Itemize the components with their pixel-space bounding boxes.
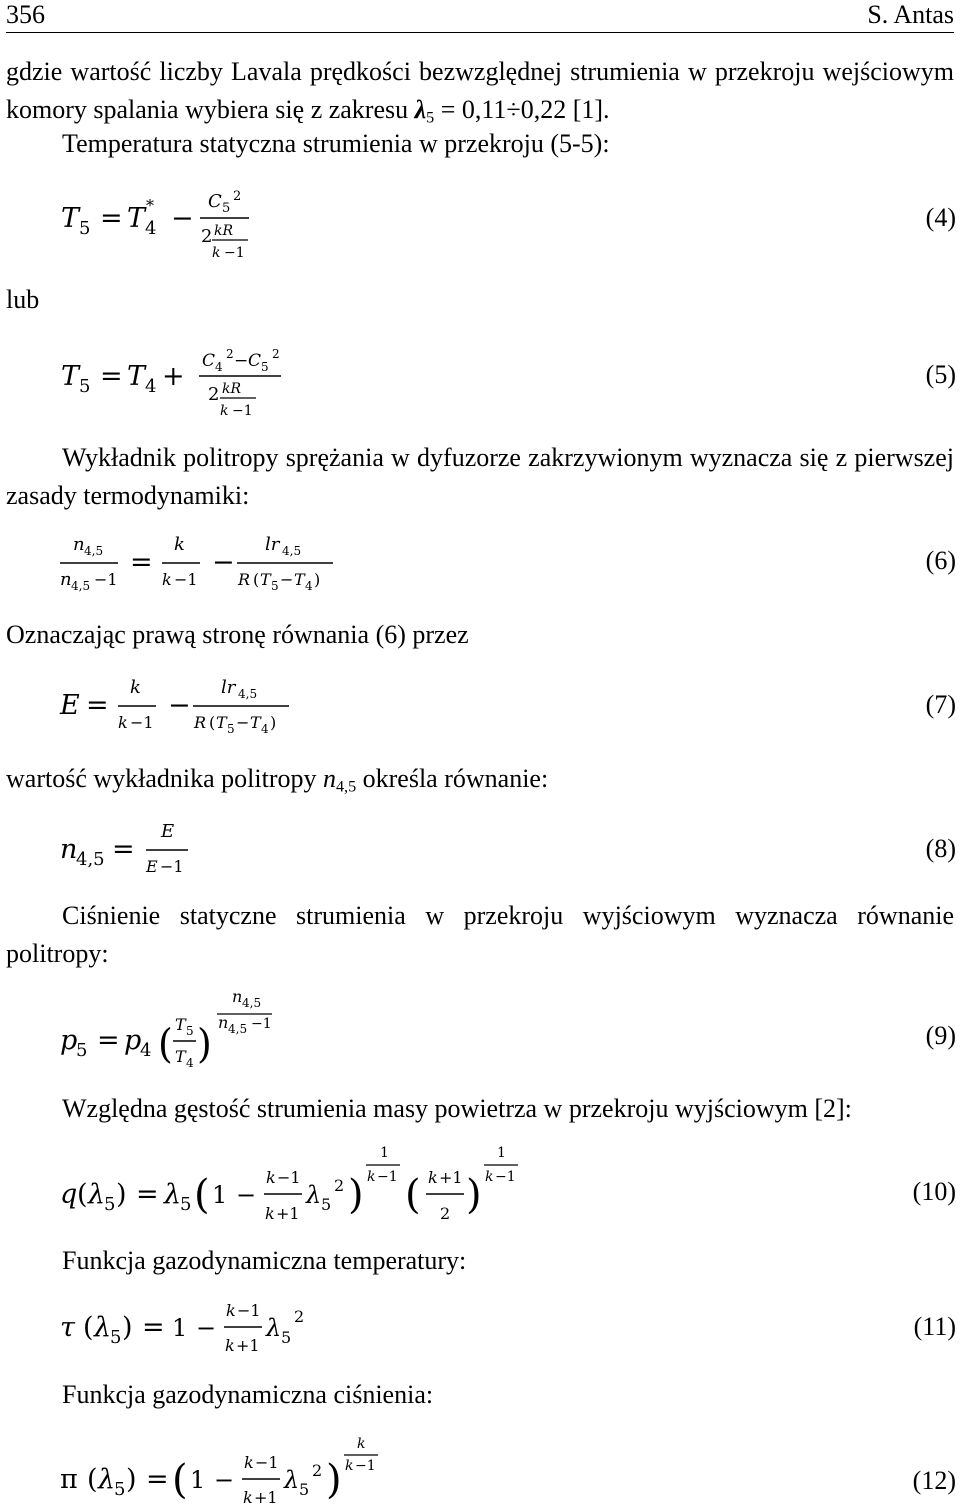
equation-5 (52, 340, 956, 430)
svg-text:4: 4 (186, 1056, 194, 1070)
svg-text:5: 5 (281, 1328, 292, 1347)
svg-text:5: 5 (79, 376, 91, 397)
word-lub: lub (6, 285, 40, 314)
svg-text:k: k (226, 1301, 236, 1320)
equation-5-formula (52, 340, 352, 430)
svg-text:k: k (367, 1169, 376, 1185)
svg-text:−: − (171, 203, 194, 234)
svg-text:lr: lr (265, 534, 280, 555)
svg-text:5: 5 (222, 201, 231, 216)
svg-text:+1: +1 (254, 1488, 278, 1506)
running-head: S. Antas (867, 0, 954, 29)
svg-text:π: π (60, 1464, 78, 1495)
svg-text:4,5: 4,5 (242, 996, 262, 1010)
svg-text:4: 4 (145, 218, 157, 239)
equation-number: (10) (912, 1177, 956, 1206)
equation-9-formula (60, 983, 320, 1083)
svg-text:2: 2 (334, 1176, 345, 1195)
svg-text:n: n (60, 834, 78, 865)
svg-text:λ: λ (266, 1314, 282, 1342)
svg-text:=: = (112, 834, 135, 865)
svg-text:−1: −1 (355, 1458, 376, 1474)
svg-text:=: = (97, 1025, 120, 1056)
svg-text:λ: λ (94, 1312, 112, 1343)
svg-text:5: 5 (180, 1194, 192, 1215)
svg-text:k: k (243, 1488, 253, 1506)
svg-text:): ) (122, 1312, 133, 1343)
svg-text:k: k (244, 1453, 254, 1472)
svg-text:C: C (248, 351, 262, 371)
svg-text:C: C (208, 191, 222, 212)
svg-text:T: T (250, 713, 261, 732)
svg-text:=: = (100, 361, 123, 392)
svg-text:T: T (127, 203, 146, 234)
svg-text:1: 1 (190, 1466, 206, 1494)
svg-text:5: 5 (110, 1327, 122, 1348)
svg-text:k: k (225, 1336, 235, 1355)
equation-12 (60, 1426, 956, 1506)
svg-text:): ) (466, 1172, 482, 1218)
svg-text:+1: +1 (236, 1336, 260, 1355)
equation-number: (4) (925, 203, 956, 232)
paragraph-temperature-function: Funkcja gazodynamiczna temperatury: (62, 1246, 467, 1275)
svg-text:5: 5 (261, 360, 269, 374)
svg-text:5: 5 (271, 579, 279, 593)
svg-text:λ: λ (98, 1464, 116, 1495)
svg-text:k: k (357, 1436, 366, 1452)
svg-text:n: n (60, 569, 72, 590)
svg-text:T: T (175, 1015, 186, 1034)
svg-text:=: = (100, 203, 123, 234)
equation-4-formula (52, 178, 312, 268)
svg-text:+: + (162, 361, 185, 392)
svg-text:k: k (174, 534, 185, 555)
svg-text:5: 5 (299, 1480, 310, 1499)
svg-text:−: − (212, 547, 235, 578)
svg-text:−1: −1 (130, 713, 154, 732)
svg-text:2: 2 (272, 347, 280, 361)
svg-text:+1: +1 (276, 1204, 300, 1223)
paragraph-right-side: Oznaczając prawą stronę równania (6) przez (6, 620, 469, 649)
svg-text:T: T (294, 570, 305, 589)
svg-text:−1: −1 (174, 570, 198, 589)
svg-text:T: T (260, 570, 271, 589)
svg-text:−: − (236, 713, 250, 732)
svg-text:): ) (116, 1179, 127, 1210)
svg-text:(: ( (158, 1021, 173, 1068)
svg-text:(: ( (172, 1457, 188, 1503)
paragraph-mass-flow-density: Względna gęstość strumienia masy powietrza w przekroju wyjściowym [2]: (62, 1094, 852, 1123)
svg-text:4: 4 (261, 722, 269, 736)
svg-text:kR: kR (222, 381, 242, 397)
page-header (6, 0, 954, 30)
svg-text:1: 1 (212, 1181, 228, 1209)
equation-7 (60, 674, 956, 744)
page-number: 356 (6, 0, 45, 29)
svg-text:T: T (61, 361, 80, 392)
svg-text:−1: −1 (237, 1301, 261, 1320)
lambda-symbol: λ (414, 95, 427, 124)
svg-text:4,5: 4,5 (76, 849, 105, 870)
svg-text:R: R (238, 570, 251, 589)
svg-text:4: 4 (145, 376, 157, 397)
equation-11 (60, 1294, 956, 1364)
svg-text:(: ( (253, 570, 260, 589)
svg-text:−1: −1 (224, 245, 245, 261)
svg-text:p: p (60, 1025, 78, 1056)
svg-text:lr: lr (221, 677, 236, 698)
svg-text:−: − (214, 1466, 235, 1494)
equation-number: (11) (913, 1312, 956, 1341)
paragraph-pressure-function: Funkcja gazodynamiczna ciśnienia: (62, 1380, 434, 1409)
svg-text:4,5: 4,5 (84, 544, 104, 558)
svg-text:(: ( (405, 1172, 421, 1218)
equation-number: (7) (925, 690, 956, 719)
equation-6 (60, 530, 956, 600)
equation-7-formula (60, 674, 320, 744)
svg-text:−1: −1 (255, 1453, 279, 1472)
svg-text:4,5: 4,5 (238, 687, 258, 701)
svg-text:n: n (73, 534, 85, 555)
svg-text:=: = (146, 1464, 169, 1495)
svg-text:−: − (168, 690, 191, 721)
svg-text:λ: λ (284, 1466, 300, 1494)
equation-8-formula (60, 818, 260, 888)
equation-8 (60, 818, 956, 888)
paragraph-polytropic-exponent: Wykładnik politropy sprężania w dyfuzorze zakrzywionym wyznacza się z pierwszej zasady termodynamiki: (6, 443, 954, 510)
svg-text:5: 5 (79, 218, 91, 239)
svg-text:T: T (216, 713, 227, 732)
svg-text:4: 4 (305, 579, 313, 593)
svg-text:T: T (127, 361, 146, 392)
svg-text:(: ( (209, 713, 216, 732)
equation-number: (8) (925, 834, 956, 863)
svg-text:2: 2 (440, 1204, 451, 1223)
svg-text:k: k (220, 403, 229, 419)
paragraph-static-pressure: Ciśnienie statyczne strumienia w przekroju wyjściowym wyznacza równanie politropy: (6, 901, 954, 968)
equation-11-formula (60, 1294, 340, 1364)
paragraph-temperature: Temperatura statyczna strumienia w przekroju (5-5): (62, 129, 610, 158)
svg-text:−: − (234, 351, 249, 371)
svg-text:4: 4 (140, 1040, 152, 1061)
svg-text:E: E (146, 857, 158, 876)
header-rule (6, 32, 954, 33)
svg-text:p: p (124, 1025, 142, 1056)
svg-text:5: 5 (114, 1479, 126, 1500)
svg-text:*: * (146, 196, 154, 215)
equation-number: (5) (925, 360, 956, 389)
svg-text:2: 2 (233, 189, 242, 204)
svg-text:λ: λ (88, 1179, 106, 1210)
svg-text:4: 4 (215, 360, 223, 374)
svg-text:−: − (196, 1314, 217, 1342)
svg-text:k: k (265, 1204, 275, 1223)
equation-9 (60, 983, 956, 1083)
svg-text:λ: λ (164, 1179, 182, 1210)
svg-text:5: 5 (321, 1195, 332, 1214)
svg-text:(: ( (83, 1312, 94, 1343)
svg-text:−1: −1 (377, 1169, 398, 1185)
svg-text:kR: kR (214, 223, 234, 239)
svg-text:(: ( (77, 1179, 88, 1210)
equation-12-formula (60, 1426, 400, 1506)
svg-text:k: k (212, 245, 221, 261)
svg-text:+1: +1 (439, 1168, 463, 1187)
equation-number: (6) (925, 546, 956, 575)
svg-text:=: = (142, 1312, 165, 1343)
svg-text:=: = (136, 1179, 159, 1210)
paragraph-lavala: gdzie wartość liczby Lavala prędkości bezwzględnej strumienia w przekroju wejściowym komory spalania wybiera się z zakresu $\lambda_5 = 0,11\div 0,22$ [1]. (6, 57, 954, 127)
svg-text:R: R (194, 713, 207, 732)
svg-text:k: k (485, 1169, 494, 1185)
svg-text:n: n (232, 987, 243, 1006)
svg-text:T: T (61, 203, 80, 234)
svg-text:τ: τ (60, 1312, 75, 1343)
svg-text:−: − (280, 570, 294, 589)
svg-text:2: 2 (294, 1307, 305, 1326)
svg-text:k: k (162, 570, 172, 589)
equation-10 (60, 1140, 956, 1240)
svg-text:−1: −1 (160, 857, 184, 876)
svg-text:2: 2 (226, 347, 234, 361)
svg-text:q: q (60, 1179, 78, 1210)
svg-text:C: C (202, 351, 216, 371)
svg-text:2: 2 (208, 384, 220, 405)
svg-text:5: 5 (227, 722, 235, 736)
svg-text:k: k (345, 1458, 354, 1474)
svg-text:k: k (266, 1168, 276, 1187)
svg-text:5: 5 (76, 1040, 88, 1061)
svg-text:n: n (218, 1013, 229, 1032)
svg-text:2: 2 (201, 226, 213, 247)
svg-text:=: = (86, 690, 109, 721)
svg-text:T: T (175, 1047, 186, 1066)
svg-text:−1: −1 (232, 403, 253, 419)
svg-text:5: 5 (186, 1024, 194, 1038)
equation-6-formula (60, 530, 360, 600)
svg-text:): ) (126, 1464, 137, 1495)
svg-text:−1: −1 (495, 1169, 516, 1185)
svg-text:1: 1 (172, 1314, 188, 1342)
svg-text:=: = (130, 547, 153, 578)
svg-text:): ) (197, 1021, 212, 1068)
svg-text:(: ( (194, 1172, 210, 1218)
svg-text:5: 5 (104, 1194, 116, 1215)
svg-text:4,5: 4,5 (228, 1022, 248, 1036)
equation-4 (52, 178, 956, 268)
svg-text:k: k (428, 1168, 438, 1187)
svg-text:): ) (348, 1172, 364, 1218)
svg-text:k: k (130, 677, 141, 698)
equation-number: (12) (912, 1466, 956, 1495)
svg-text:): ) (326, 1457, 342, 1503)
equation-10-formula (60, 1140, 540, 1240)
svg-text:4,5: 4,5 (71, 579, 91, 593)
equation-number: (9) (925, 1021, 956, 1050)
svg-text:): ) (314, 570, 321, 589)
svg-text:1: 1 (497, 1145, 506, 1161)
svg-text:−1: −1 (94, 570, 118, 589)
svg-text:E: E (161, 821, 175, 842)
paragraph-exponent-value: wartość wykładnika politropy $n_{4,5}$ określa równanie: (6, 764, 549, 796)
svg-text:(: ( (87, 1464, 98, 1495)
svg-text:E: E (60, 690, 80, 721)
svg-text:λ: λ (306, 1181, 322, 1209)
svg-text:2: 2 (312, 1461, 323, 1480)
svg-text:−1: −1 (251, 1016, 272, 1032)
svg-text:−1: −1 (277, 1168, 301, 1187)
svg-text:1: 1 (380, 1145, 389, 1161)
svg-text:k: k (118, 713, 128, 732)
svg-text:−: − (236, 1181, 257, 1209)
svg-text:4,5: 4,5 (282, 544, 302, 558)
svg-text:): ) (270, 713, 277, 732)
